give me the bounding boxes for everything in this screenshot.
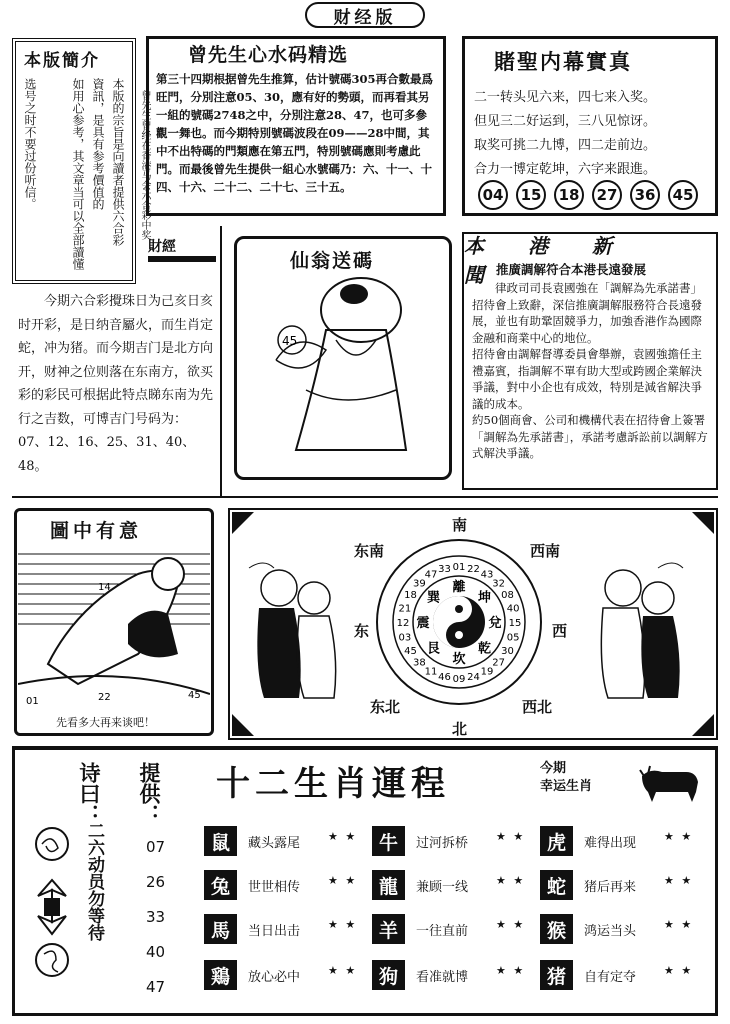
wheel-number: 11 <box>424 666 438 678</box>
news-paragraph: 律政司司長袁國強在「調解為先承諾書」招待會上致辭，深信推廣調解服務符合長遠發展，並也有助鞏固競爭力，加強香港作為國際金融和商業中心的地位。 <box>472 281 702 345</box>
wheel-number: 24 <box>467 672 480 684</box>
provide-number: 47 <box>146 978 166 996</box>
puzzle-number: 01 <box>26 696 39 707</box>
wheel-number: 47 <box>424 569 438 581</box>
zodiac-fortune: 世世相传 <box>248 880 301 895</box>
compass-dir-southwest: 西南 <box>530 542 561 560</box>
column-divider <box>220 226 222 496</box>
finance-logo: 財經 <box>148 236 216 262</box>
star-icon: ★ ★ <box>328 918 358 931</box>
zodiac-fortune: 自有定夺 <box>584 970 637 985</box>
divider <box>12 496 718 498</box>
compass-dir-southeast: 东南 <box>354 542 385 560</box>
zodiac-sign: 龍 <box>372 870 405 900</box>
subtitle-line: 幸运生肖 <box>540 779 593 794</box>
wheel-number: 22 <box>467 563 480 575</box>
poem-line: 取奖可挑二九博，四二走前边。 <box>474 138 657 153</box>
zodiac-sign: 馬 <box>204 914 237 944</box>
star-icon: ★ ★ <box>496 874 526 887</box>
zodiac-fortune: 鸿运当头 <box>584 924 637 939</box>
zodiac-sign: 鼠 <box>204 826 237 856</box>
wheel-number: 15 <box>508 618 522 629</box>
wheel-number: 03 <box>398 632 412 644</box>
wheel-number: 18 <box>404 590 417 601</box>
poem-title: 賭聖内幕實真 <box>494 49 632 74</box>
trigram-label: 巽 <box>427 590 441 606</box>
number-ball: 18 <box>554 180 584 210</box>
scribble-doodles <box>28 826 78 986</box>
trigram-label: 兌 <box>488 616 502 631</box>
zodiac-sign: 虎 <box>540 826 573 856</box>
zodiac-sign: 蛇 <box>540 870 573 900</box>
poem-line: 但见三二好运到，三八见惊讶。 <box>474 114 657 129</box>
puzzle-number: 22 <box>98 692 111 703</box>
zodiac-poem: 二六动员勿等待 <box>84 822 104 941</box>
subtitle-line: 今期 <box>540 761 567 776</box>
news-banner: 本港新聞 <box>464 234 656 287</box>
provide-numbers <box>146 830 165 1005</box>
star-icon: ★ ★ <box>496 918 526 931</box>
news-headline: 推廣調解符合本港長遠發展 <box>496 262 647 277</box>
trigram-label: 坤 <box>477 590 491 606</box>
wheel-number: 27 <box>492 657 505 669</box>
poem-line: 合力一博定乾坤，六字来跟進。 <box>474 162 657 177</box>
zodiac-sign: 羊 <box>372 914 405 944</box>
puzzle-number: 45 <box>188 690 201 701</box>
zodiac-fortune: 放心必中 <box>248 970 301 985</box>
wheel-number: 46 <box>438 672 451 684</box>
news-paragraph: 招待會由調解督導委員會舉辦，袁國強擔任主禮嘉賓，指調解不單有助大型或跨國企業解決爭議，對中小企也有成效，特別是減省解決爭議的成本。 <box>472 347 702 411</box>
wheel-number: 39 <box>413 578 426 590</box>
wheel-number: 45 <box>404 646 417 657</box>
star-icon: ★ ★ <box>664 874 694 887</box>
number-ball: 45 <box>668 180 698 210</box>
zodiac-sign: 鶏 <box>204 960 237 990</box>
intro-title: 本版簡介 <box>24 51 100 71</box>
section-header: 财经版 <box>305 2 425 28</box>
wheel-number: 43 <box>480 569 494 581</box>
zodiac-fortune: 藏头露尾 <box>248 836 301 851</box>
zodiac-fortune: 猪后再来 <box>584 880 637 895</box>
trigram-label: 震 <box>416 616 430 631</box>
star-icon: ★ ★ <box>496 964 526 977</box>
intro-column: 选号之时不要过份听信。 <box>23 78 37 210</box>
compass-dir-north: 北 <box>452 720 468 738</box>
zodiac-sign: 狗 <box>372 960 405 990</box>
provide-number: 26 <box>146 873 166 891</box>
number-ball: 15 <box>516 180 546 210</box>
children-illustration-left <box>244 558 344 708</box>
wheel-number: 19 <box>480 666 494 678</box>
provide-number: 07 <box>146 838 166 856</box>
zodiac-sign: 猪 <box>540 960 573 990</box>
star-icon: ★ ★ <box>496 830 526 843</box>
wheel-number: 40 <box>506 603 520 615</box>
wheel-number: 21 <box>398 603 412 615</box>
poem-line: 二一转头见六来，四七来入奖。 <box>474 90 657 105</box>
star-icon: ★ ★ <box>328 964 358 977</box>
feature-title: 曾先生心水码精选 <box>188 44 349 66</box>
wheel-number: 01 <box>452 562 466 573</box>
zodiac-title: 十二生肖運程 <box>216 764 450 804</box>
deity-ball-number: 45 <box>282 334 298 348</box>
wheel-number: 12 <box>396 618 410 629</box>
children-illustration-right <box>588 558 688 708</box>
zodiac-fortune: 看准就博 <box>416 970 469 985</box>
compass-dir-west: 西 <box>552 622 568 640</box>
star-icon: ★ ★ <box>664 830 694 843</box>
star-icon: ★ ★ <box>664 964 694 977</box>
number-ball: 36 <box>630 180 660 210</box>
zodiac-fortune: 兼顾一线 <box>416 880 469 895</box>
zodiac-sign: 猴 <box>540 914 573 944</box>
news-paragraph: 約50個商會、公司和機構代表在招待會上簽署「調解為先承諾書」，承諾考慮訴訟前以調解方式解決爭議。 <box>472 413 708 460</box>
wheel-number: 09 <box>452 674 466 685</box>
trigram-label: 離 <box>452 580 466 595</box>
number-ball: 27 <box>592 180 622 210</box>
puzzle-illustration <box>18 544 210 712</box>
compass-wheel <box>374 530 544 720</box>
trigram-label: 艮 <box>427 641 441 657</box>
zodiac-subtitle <box>540 760 592 796</box>
wheel-number: 30 <box>501 646 514 657</box>
intro-side: 曾先生曾经在香港马会六合彩中奖 <box>139 90 150 240</box>
deity-title: 仙翁送碼 <box>290 250 375 272</box>
wheel-number: 32 <box>492 578 505 590</box>
compass-dir-northeast: 东北 <box>370 698 401 716</box>
intro-column: 資訊，是具有参考價值的 <box>91 78 105 210</box>
intro-column: 如用心参考，其文章当可以全部讀懂 <box>71 78 85 270</box>
trigram-label: 乾 <box>477 641 491 657</box>
compass-dir-south: 南 <box>452 516 468 534</box>
trigram-label: 坎 <box>452 652 466 667</box>
wheel-number: 05 <box>506 632 520 644</box>
star-icon: ★ ★ <box>664 918 694 931</box>
zodiac-fortune: 当日出击 <box>248 924 301 939</box>
deity-illustration <box>256 270 436 470</box>
compass-dir-east: 东 <box>354 622 370 640</box>
puzzle-number: 14 <box>98 582 111 593</box>
provide-label: 提供： <box>137 762 162 825</box>
wheel-number: 08 <box>501 590 514 601</box>
star-icon: ★ ★ <box>328 874 358 887</box>
news-body <box>472 280 712 462</box>
puzzle-title: 圖中有意 <box>50 520 143 542</box>
ox-icon <box>636 762 702 804</box>
zodiac-sign: 牛 <box>372 826 405 856</box>
wheel-number: 33 <box>438 563 451 575</box>
zodiac-fortune: 过河拆桥 <box>416 836 469 851</box>
poem-lines <box>474 86 710 182</box>
zodiac-fortune: 一往直前 <box>416 924 469 939</box>
zodiac-fortune: 难得出现 <box>584 836 637 851</box>
intro-column: 本版的宗旨是向讀者提供六合彩 <box>111 78 125 246</box>
poem-label: 诗曰： <box>77 762 102 825</box>
feature-body: 第三十四期根据曾先生推算，估计號碼305再合數最爲旺門，分別注意05、30，應有好的勢頭，而再看其另一組的號碼2748之中，分別注意28、47，也可多參觀一舞也。而今期特別號碼波段在09——28中間，其中不出特碼的門類應在第五門，特別號碼應則考慮此門。而最後曾先生提供一組心水號碼乃：六、十一、十四、十六、二十二、二十七、三十五。 <box>156 72 434 194</box>
left-article: 今期六合彩攪珠日为己亥日亥时开彩，是日纳音屬火，而生肖定蛇，冲为猪。而今期吉门是北方向开，财神之位则落在东南方，欲买彩的彩民可根据此特点睇东南为先行之吉数，可博吉门号码为：07、12、16、25、31、40、48。 <box>18 294 214 474</box>
number-ball: 04 <box>478 180 508 210</box>
zodiac-sign: 兔 <box>204 870 237 900</box>
provide-number: 33 <box>146 908 166 926</box>
puzzle-caption: 先看多大再来谈吧！ <box>56 716 155 729</box>
poem-numbers <box>478 180 706 210</box>
provide-number: 40 <box>146 943 166 961</box>
star-icon: ★ ★ <box>328 830 358 843</box>
compass-dir-northwest: 西北 <box>522 698 553 716</box>
wheel-number: 38 <box>413 657 426 669</box>
